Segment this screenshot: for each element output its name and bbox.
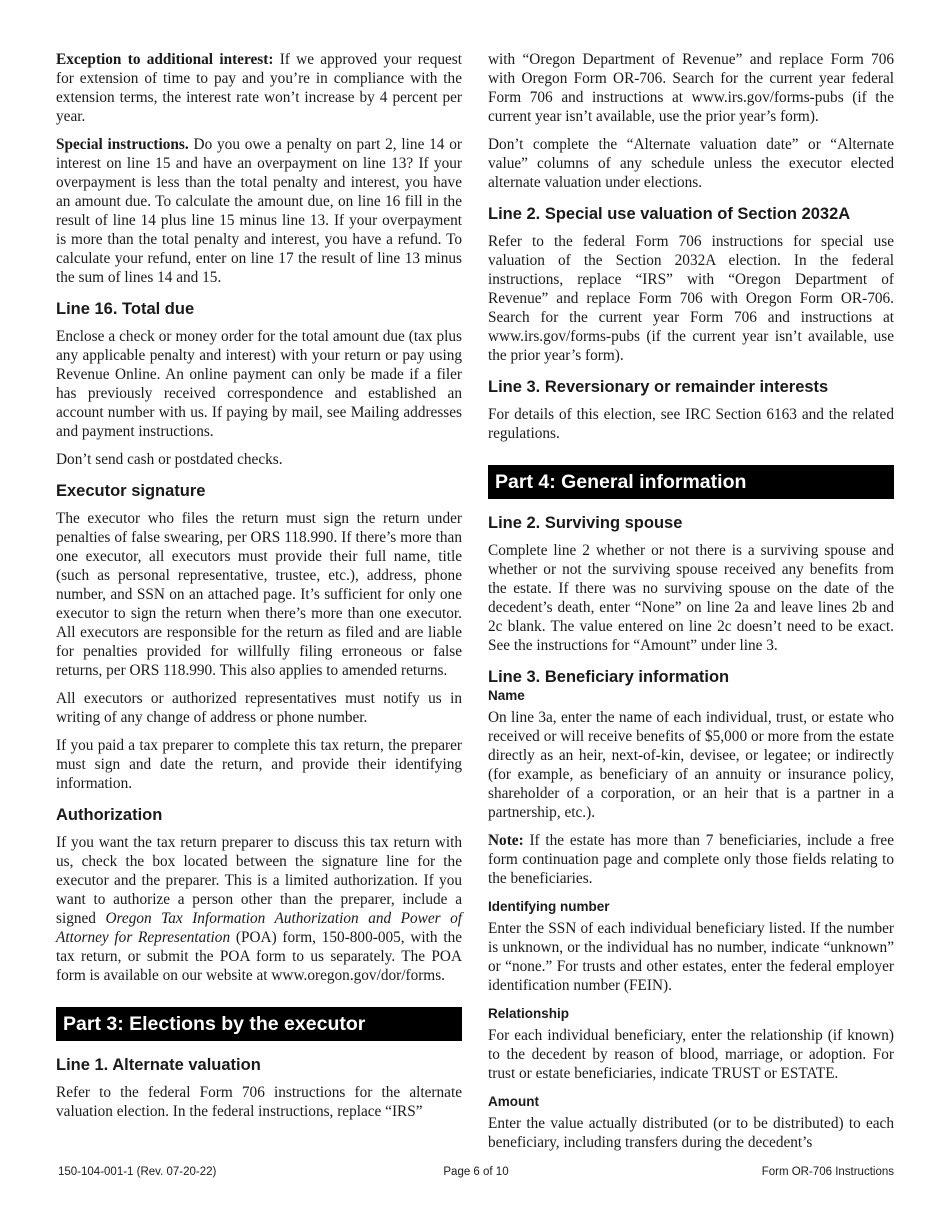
form-title: Form OR-706 Instructions (761, 1166, 894, 1178)
page-number: Page 6 of 10 (443, 1166, 509, 1178)
note-text: If the estate has more than 7 beneficiaries, include a free form continuation page and complete only those fields relating to the beneficiaries. (488, 832, 894, 887)
surviving-spouse-heading: Line 2. Surviving spouse (488, 514, 683, 532)
note-label: Note: (488, 832, 524, 849)
line16-heading: Line 16. Total due (56, 300, 195, 318)
surviving-spouse-paragraph: Complete line 2 whether or not there is a surviving spouse and whether or not the surviving spouse received any benefits from the estate. If there was no surviving spouse on the date of the decedent’s death, enter “None” on line 2a and leave lines 2b and 2c blank. The value entered on line 2c doesn’t need to be exact. See the instructions for “Amount” under line 3. (488, 542, 894, 654)
line1-heading: Line 1. Alternate valuation (56, 1056, 261, 1074)
executor-paragraph-2: All executors or authorized representatives must notify us in writing of any change of address or phone number. (56, 690, 462, 726)
relationship-subheading: Relationship (488, 1006, 570, 1021)
amount-subheading: Amount (488, 1094, 539, 1109)
poa-form-title: Oregon Tax Information Authorization and Power of Attorney for Representation (56, 910, 463, 946)
alternate-value-columns-paragraph: Don’t complete the “Alternate valuation date” or “Alternate value” columns of any schedule unless the executor elected alternate valuation under elections. (488, 136, 894, 191)
exception-paragraph (56, 50, 462, 126)
executor-paragraph-1: The executor who files the return must sign the return under penalties of false swearing, per ORS 118.990. If there’s more than one executor, all executors must provide their full name, title (such as personal representative, trustee, etc.), address, phone number, and SSN on an attached page. It’s sufficient for only one executor to sign the return when there’s more than one executor. All executors are responsible for the return as filed and are liable for penalties provided for willfully filing erroneous or false returns, per ORS 118.990. This also applies to amended returns. (56, 510, 462, 679)
special-instructions-text: Do you owe a penalty on part 2, line 14 or interest on line 15 and have an overpayment on line 13? If your overpayment is less than the total penalty and interest, you have an amount due. To calculate the amount due, on line 16 fill in the result of line 14 plus line 15 minus line 13. If your overpayment is more than the total penalty and interest, you have a refund. To calculate your refund, enter on line 17 the result of line 13 minus the sum of lines 14 and 15. (56, 136, 462, 286)
authorization-text-a: If you want the tax return preparer to discuss this tax return with us, check the box located between the signature line for the executor and the preparer. This is a limited authorization. If you want to authorize a person other than the preparer, include a signed (56, 834, 462, 927)
note-paragraph (488, 831, 894, 888)
left-column (56, 50, 462, 1130)
beneficiary-information-heading: Line 3. Beneficiary information (488, 668, 730, 686)
special-instructions-paragraph (56, 135, 462, 287)
authorization-text-b: (POA) form, 150-800-005, with the tax return, or submit the POA form to us separately. The POA form is available on our website at www.oregon.gov/dor/forms. (56, 929, 463, 984)
special-instructions-label: Special instructions. (56, 136, 189, 153)
relationship-paragraph: For each individual beneficiary, enter the relationship (if known) to the decedent by reason of blood, marriage, or adoption. For trust or estate beneficiaries, indicate TRUST or ESTATE. (488, 1027, 894, 1082)
executor-signature-heading: Executor signature (56, 482, 206, 500)
executor-paragraph-3: If you paid a tax preparer to complete this tax return, the preparer must sign and date the return, and provide their identifying information. (56, 737, 462, 792)
part3-banner: Part 3: Elections by the executor (56, 1007, 462, 1041)
alternate-valuation-continued: with “Oregon Department of Revenue” and replace Form 706 with Oregon Form OR-706. Search for the current year federal Form 706 and instructions at www.irs.gov/forms-pubs (if the current year isn’t available, use the prior year’s form). (488, 51, 894, 125)
name-paragraph: On line 3a, enter the name of each individual, trust, or estate who received or will receive benefits of $5,000 or more from the estate directly as an heir, next-of-kin, devisee, or legatee; or indirectly (for example, as beneficiary of an annuity or insurance policy, shareholder of a corporation, or an heir that is a partner in a partnership, etc.). (488, 709, 894, 821)
amount-paragraph: Enter the value actually distributed (or to be distributed) to each beneficiary, including transfers during the decedent’s (488, 1115, 894, 1151)
line16-paragraph-1: Enclose a check or money order for the total amount due (tax plus any applicable penalty and interest) with your return or pay using Revenue Online. An online payment can only be made if a filer has previously received correspondence and established an account number with us. If paying by mail, see Mailing addresses and payment instructions. (56, 328, 462, 440)
authorization-heading: Authorization (56, 806, 163, 824)
authorization-paragraph (56, 833, 462, 985)
line16-paragraph-2: Don’t send cash or postdated checks. (56, 451, 283, 468)
name-subheading: Name (488, 688, 525, 703)
page-footer (58, 1166, 894, 1182)
identifying-number-paragraph: Enter the SSN of each individual beneficiary listed. If the number is unknown, or the individual has no number, indicate “unknown” or “none.” For trusts and other estates, enter the federal employer identification number (FEIN). (488, 920, 894, 994)
line3-reversionary-paragraph: For details of this election, see IRC Section 6163 and the related regulations. (488, 406, 894, 442)
form-number: 150-104-001-1 (Rev. 07-20-22) (58, 1166, 217, 1178)
exception-label: Exception to additional interest: (56, 51, 274, 68)
identifying-number-subheading: Identifying number (488, 899, 610, 914)
line1-paragraph: Refer to the federal Form 706 instructions for the alternate valuation election. In the federal instructions, replace “IRS” (56, 1084, 462, 1120)
line2-special-use-heading: Line 2. Special use valuation of Section 2032A (488, 205, 851, 223)
right-column (488, 50, 894, 1161)
part4-banner: Part 4: General information (488, 465, 894, 499)
exception-text: If we approved your request for extension of time to pay and you’re in compliance with the extension terms, the interest rate won’t increase by 4 percent per year. (56, 51, 462, 125)
line3-reversionary-heading: Line 3. Reversionary or remainder interests (488, 378, 829, 396)
line2-special-use-paragraph: Refer to the federal Form 706 instructions for special use valuation of the Section 2032A election. In the federal instructions, replace “IRS” with “Oregon Department of Revenue” and replace Form 706 with Oregon Form OR-706. Search for the current year Form 706 and instructions at www.irs.gov/forms-pubs (if the current year isn’t available, use the prior year’s form). (488, 233, 894, 364)
